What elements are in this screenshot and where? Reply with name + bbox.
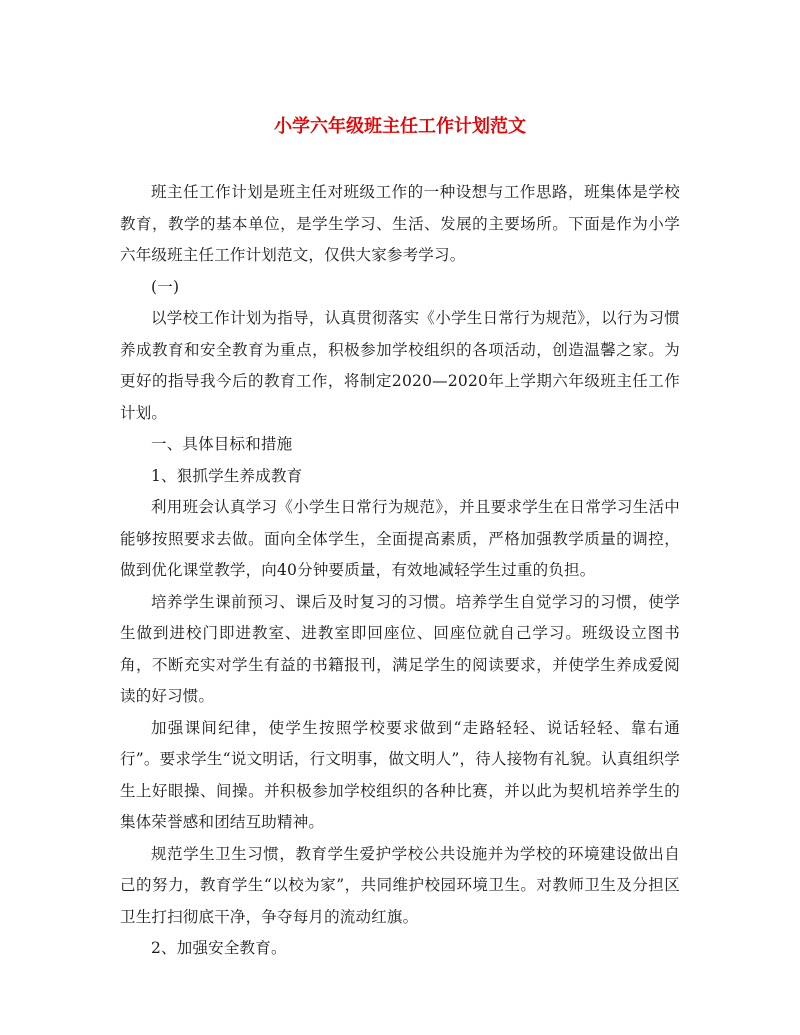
paragraph-study-habits: 培养学生课前预习、课后及时复习的习惯。培养学生自觉学习的习惯，使学生做到进校门即进教室、进教室即回座位、回座位就自己学习。班级设立图书角，不断充实对学生有益的书籍报刊，满足学生的阅读要求，并使学生养成爱阅读的好习惯。 [120, 592, 680, 705]
heading-goals-and-measures: 一、具体目标和措施 [151, 435, 293, 453]
paragraph-intro: 班主任工作计划是班主任对班级工作的一种设想与工作思路，班集体是学校教育，教学的基本单位，是学生学习、生活、发展的主要场所。下面是作为小学六年级班主任工作计划范文，仅供大家参考学习。 [120, 183, 680, 264]
subheading-habit-education: 1、狠抓学生养成教育 [151, 466, 303, 485]
paragraph-class-meeting: 利用班会认真学习《小学生日常行为规范》，并且要求学生在日常学习生活中能够按照要求去做。面向全体学生，全面提高素质，严格加强教学质量的调控，做到优化课堂教学，向40分钟要质量，有效地减轻学生过重的负担。 [120, 498, 680, 579]
document-title: 小学六年级班主任工作计划范文 [274, 116, 526, 137]
paragraph-guiding-principle: 以学校工作计划为指导，认真贯彻落实《小学生日常行为规范》，以行为习惯养成教育和安全教育为重点，积极参加学校组织的各项活动，创造温馨之家。为更好的指导我今后的教育工作，将制定2020—2020年上学期六年级班主任工作计划。 [120, 309, 680, 422]
subheading-safety-education: 2、加强安全教育。 [151, 939, 287, 957]
paragraph-section-marker: (一) [151, 277, 180, 296]
document-body [120, 177, 680, 965]
paragraph-break-discipline: 加强课间纪律，使学生按照学校要求做到“走路轻轻、说话轻轻、靠右通行”。要求学生“说文明话，行文明事，做文明人”，待人接物有礼貌。认真组织学生上好眼操、间操。并积极参加学校组织的各种比赛，并以此为契机培养学生的集体荣誉感和团结互助精神。 [120, 718, 680, 831]
paragraph-hygiene-habits: 规范学生卫生习惯，教育学生爱护学校公共设施并为学校的环境建设做出自己的努力，教育学生“以校为家”，共同维护校园环境卫生。对教师卫生及分担区卫生打扫彻底干净，争夺每月的流动红旗。 [120, 844, 680, 926]
